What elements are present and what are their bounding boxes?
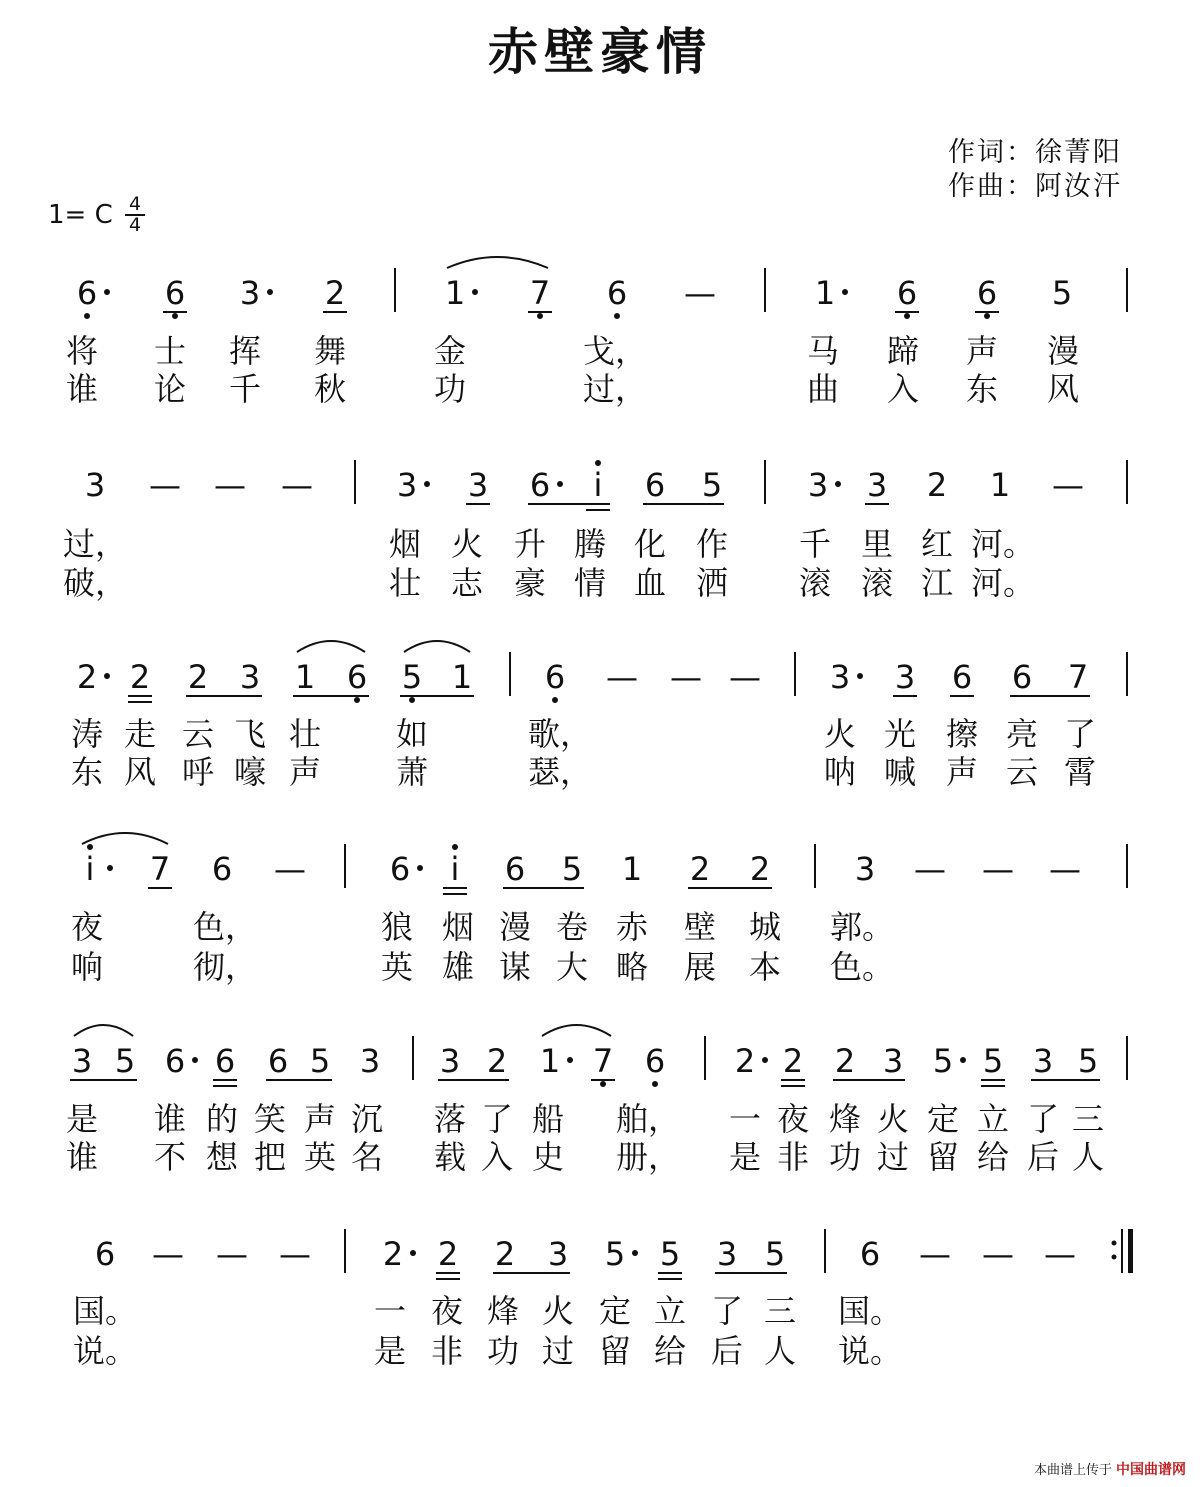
note-4-17: 5 [982,1042,1004,1080]
note-4-11: 6 [644,1042,666,1080]
lyric-v1-0-6: 马 [806,332,840,370]
note-3-4: 6 [389,850,411,888]
lyric-v2-4-11: 非 [776,1138,810,1176]
lyric-v1-1-6: 作 [695,525,729,563]
lyric-v2-5-0: 说。 [72,1332,138,1370]
note-2-16: 7 [1067,658,1089,696]
lyric-v1-4-12: 烽 [828,1100,862,1138]
note-0-10: 6 [976,274,998,312]
slur-5 [542,1025,611,1036]
note-2-8: 6 [544,658,566,696]
note-3-7: 5 [561,850,583,888]
note-2-7: 1 [451,658,473,696]
note-0-6: 6 [606,274,628,312]
footer-text: 本曲谱上传于 [1033,1463,1112,1478]
lyric-v1-3-3: 烟 [441,908,475,946]
lyric-v1-3-8: 城 [748,908,782,946]
note-2-14: 6 [951,658,973,696]
lyric-v2-3-6: 略 [615,948,649,986]
lyric-v1-4-8: 船 [531,1100,565,1138]
lyric-v2-4-0: 谁 [65,1138,99,1176]
lyric-v2-4-17: 人 [1071,1138,1105,1176]
lyric-v2-2-6: 瑟， [527,753,593,791]
lyric-v1-0-3: 舞 [313,332,347,370]
note-3-8: 1 [621,850,643,888]
lyric-v1-0-8: 声 [965,332,999,370]
lyric-v2-5-9: 说。 [837,1332,903,1370]
lyric-v1-1-4: 腾 [573,525,607,563]
lyric-v2-4-1: 不 [153,1138,187,1176]
repeat-dot-upper [1112,1241,1117,1246]
note-4-6: 3 [359,1042,381,1080]
lyric-v1-3-6: 赤 [615,908,649,946]
song-title: 赤壁豪情 [488,23,712,81]
lyric-v2-2-0: 东 [70,753,104,791]
note-0-4: 1 [444,274,466,312]
lyric-v2-4-16: 后 [1026,1138,1060,1176]
note-4-7: 3 [439,1042,461,1080]
octave-dot-below [354,697,360,703]
lyric-v2-5-5: 留 [598,1332,632,1370]
note-1-5: 3 [467,466,489,504]
lyric-v1-2-8: 光 [883,715,917,753]
lyric-v2-5-2: 非 [430,1332,464,1370]
note-5-15: — [1044,1235,1076,1273]
note-4-1: 5 [114,1042,136,1080]
lyric-v1-2-0: 涛 [70,715,104,753]
note-1-6: 6 [529,466,551,504]
lyric-v2-1-1: 壮 [388,564,422,602]
lyric-v2-4-15: 给 [976,1138,1010,1176]
lyric-v1-1-10: 河。 [970,525,1036,563]
note-1-7: i [593,466,603,504]
note-4-10: 7 [592,1042,614,1080]
note-5-6: 2 [494,1235,516,1273]
repeat-dot-lower [1112,1255,1117,1260]
lyric-v1-4-7: 了 [480,1100,514,1138]
lyric-v1-5-4: 火 [541,1292,575,1330]
augmentation-dot [267,289,273,295]
note-4-15: 3 [882,1042,904,1080]
octave-dot-below [600,1081,606,1087]
lyric-v1-4-11: 夜 [776,1100,810,1138]
note-2-5: 6 [346,658,368,696]
note-5-0: 6 [94,1235,116,1273]
lyric-v2-4-8: 史 [531,1138,565,1176]
lyric-v2-0-8: 东 [965,370,999,408]
lyric-v1-2-11: 了 [1063,715,1097,753]
lyric-v2-3-2: 英 [380,948,414,986]
lyric-v1-1-2: 火 [450,525,484,563]
lyric-v1-4-2: 的 [205,1100,239,1138]
note-1-11: 3 [866,466,888,504]
lyric-v2-2-2: 呼 [181,753,215,791]
augmentation-dot [842,289,848,295]
augmentation-dot [104,673,110,679]
note-2-9: — [606,658,638,696]
lyric-v1-0-1: 士 [153,332,187,370]
augmentation-dot [417,865,423,871]
lyric-v1-0-7: 蹄 [886,332,920,370]
lyric-v2-3-3: 雄 [441,948,475,986]
lyric-v1-2-1: 走 [123,715,157,753]
lyric-v1-2-5: 如 [395,715,429,753]
lyric-v1-3-5: 卷 [555,908,589,946]
lyric-v2-1-7: 滚 [798,564,832,602]
lyric-v1-4-9: 舶， [615,1100,681,1138]
lyric-v1-1-3: 升 [513,525,547,563]
slur-0 [447,257,548,268]
note-3-13: — [982,850,1014,888]
octave-dot-below [552,697,558,703]
note-5-13: — [919,1235,951,1273]
note-3-6: 6 [504,850,526,888]
lyric-v1-1-0: 过， [62,525,128,563]
augmentation-dot [960,1057,966,1063]
lyric-v2-4-12: 功 [828,1138,862,1176]
lyric-v2-4-10: 是 [728,1138,762,1176]
lyric-v1-5-5: 定 [598,1292,632,1330]
lyric-v2-4-3: 把 [253,1138,287,1176]
octave-dot-below [614,313,620,319]
lyric-v2-0-1: 论 [153,370,187,408]
augmentation-dot [104,289,110,295]
augmentation-dot [424,481,430,487]
lyric-v2-2-1: 风 [123,753,157,791]
lyric-v2-0-2: 千 [228,370,262,408]
lyric-v2-2-5: 萧 [395,753,429,791]
note-0-1: 6 [164,274,186,312]
lyric-v1-5-3: 烽 [486,1292,520,1330]
lyric-v2-3-1: 彻， [192,948,258,986]
lyric-v2-4-9: 册， [615,1138,681,1176]
octave-dot-below [904,313,910,319]
lyric-v1-0-0: 将 [65,332,99,370]
note-5-7: 3 [547,1235,569,1273]
lyric-v1-4-5: 沉 [350,1100,384,1138]
lyric-v2-0-5: 过， [582,370,648,408]
lyric-v1-2-7: 火 [823,715,857,753]
note-4-12: 2 [734,1042,756,1080]
note-5-10: 3 [716,1235,738,1273]
lyric-v1-2-10: 亮 [1005,715,1039,753]
note-4-2: 6 [164,1042,186,1080]
lyric-v2-1-8: 滚 [860,564,894,602]
lyric-v2-2-3: 嚎 [233,753,267,791]
time-signature-bottom: 4 [128,213,142,236]
lyric-v2-1-3: 豪 [513,564,547,602]
octave-dot-below [537,313,543,319]
augmentation-dot [632,1250,638,1256]
lyric-v2-0-0: 谁 [65,370,99,408]
note-4-16: 5 [932,1042,954,1080]
lyric-v1-3-4: 漫 [498,908,532,946]
augmentation-dot [410,1250,416,1256]
lyric-v2-0-4: 功 [433,370,467,408]
slur-1 [297,641,365,652]
lyric-v2-3-5: 大 [555,948,589,986]
note-2-1: 2 [129,658,151,696]
end-barline-thick [1128,1229,1133,1273]
lyric-v1-2-4: 壮 [288,715,322,753]
lyric-v2-0-6: 曲 [806,370,840,408]
note-3-9: 2 [689,850,711,888]
note-1-14: — [1052,466,1084,504]
lyric-v1-4-15: 立 [976,1100,1010,1138]
note-4-8: 2 [486,1042,508,1080]
lyric-v1-4-16: 了 [1026,1100,1060,1138]
note-2-6: 5 [401,658,423,696]
augmentation-dot [567,1057,573,1063]
note-4-14: 2 [834,1042,856,1080]
augmentation-dot [107,865,113,871]
lyric-v2-2-10: 云 [1005,753,1039,791]
lyric-v2-2-8: 喊 [883,753,917,791]
lyric-v2-5-4: 过 [541,1332,575,1370]
lyric-v1-5-2: 夜 [430,1292,464,1330]
note-1-10: 3 [807,466,829,504]
note-0-8: 1 [814,274,836,312]
note-4-4: 6 [267,1042,289,1080]
lyric-v1-1-1: 烟 [388,525,422,563]
note-1-9: 5 [701,466,723,504]
lyric-v2-3-7: 展 [683,948,717,986]
lyric-v1-4-0: 是 [65,1100,99,1138]
augmentation-dot [857,673,863,679]
lyric-v2-1-0: 破， [62,564,128,602]
lyric-v2-2-4: 声 [288,753,322,791]
lyric-v2-1-9: 江 [920,564,954,602]
note-2-10: — [670,658,702,696]
lyric-v2-3-9: 色。 [829,948,895,986]
lyricist-credit: 作词：徐菁阳 [948,137,1122,168]
lyric-v1-1-7: 千 [798,525,832,563]
note-0-9: 6 [896,274,918,312]
footer-site: 中国曲谱网 [1116,1462,1186,1478]
lyric-v2-5-7: 后 [710,1332,744,1370]
note-2-0: 2 [76,658,98,696]
note-4-9: 1 [539,1042,561,1080]
note-2-4: 1 [294,658,316,696]
octave-dot-below [84,313,90,319]
lyric-v1-2-6: 歌， [527,715,593,753]
lyric-v1-0-4: 金 [433,332,467,370]
lyric-v1-2-2: 云 [181,715,215,753]
note-3-5: i [450,850,460,888]
lyric-v2-2-11: 霄 [1063,753,1097,791]
lyric-v2-4-13: 过 [876,1138,910,1176]
lyric-v2-4-2: 想 [205,1138,239,1176]
note-3-10: 2 [749,850,771,888]
lyric-v2-1-2: 志 [450,564,484,602]
note-1-3: — [281,466,313,504]
lyric-v1-3-9: 郭。 [829,908,895,946]
octave-dot-above [595,460,601,466]
note-1-0: 3 [84,466,106,504]
augmentation-dot [835,481,841,487]
lyric-v1-1-5: 化 [633,525,667,563]
lyric-v2-4-5: 名 [350,1138,384,1176]
note-1-8: 6 [644,466,666,504]
note-0-2: 3 [239,274,261,312]
lyric-v2-1-6: 洒 [695,564,729,602]
note-0-3: 2 [324,274,346,312]
lyric-v1-4-13: 火 [876,1100,910,1138]
lyric-v2-2-7: 呐 [823,753,857,791]
lyric-v1-5-6: 立 [653,1292,687,1330]
lyric-v2-3-8: 本 [748,948,782,986]
note-3-11: 3 [854,850,876,888]
lyric-v1-4-3: 笑 [253,1100,287,1138]
lyric-v1-4-10: 一 [728,1100,762,1138]
note-5-8: 5 [604,1235,626,1273]
note-1-1: — [149,466,181,504]
note-3-3: — [274,850,306,888]
note-4-3: 6 [214,1042,236,1080]
note-1-2: — [214,466,246,504]
lyric-v2-5-3: 功 [486,1332,520,1370]
time-signature-top: 4 [128,193,142,215]
note-4-0: 3 [71,1042,93,1080]
note-5-3: — [279,1235,311,1273]
lyric-v2-3-0: 响 [70,948,104,986]
lyric-v1-5-9: 国。 [837,1292,903,1330]
note-2-12: 3 [829,658,851,696]
note-5-1: — [152,1235,184,1273]
augmentation-dot [762,1057,768,1063]
lyric-v1-3-1: 色， [192,908,258,946]
lyric-v2-5-6: 给 [653,1332,687,1370]
note-5-11: 5 [764,1235,786,1273]
lyric-v1-4-4: 声 [303,1100,337,1138]
augmentation-dot [192,1057,198,1063]
lyric-v2-1-5: 血 [633,564,667,602]
note-4-19: 5 [1077,1042,1099,1080]
octave-dot-below [172,313,178,319]
lyric-v1-4-17: 三 [1071,1100,1105,1138]
lyric-v1-0-2: 挥 [228,332,262,370]
lyric-v2-3-4: 谋 [498,948,532,986]
octave-dot-below [984,313,990,319]
note-3-2: 6 [211,850,233,888]
note-0-7: — [684,274,716,312]
lyric-v1-3-0: 夜 [70,908,104,946]
lyric-v1-1-9: 红 [920,525,954,563]
lyric-v2-2-9: 声 [945,753,979,791]
octave-dot-above [452,844,458,850]
lyric-v2-5-8: 人 [763,1332,797,1370]
note-3-14: — [1049,850,1081,888]
octave-dot-below [652,1081,658,1087]
slur-4 [74,1025,133,1036]
lyric-v1-5-0: 国。 [72,1292,138,1330]
lyric-v1-4-6: 落 [433,1100,467,1138]
lyric-v1-3-2: 狼 [380,908,414,946]
lyric-v1-2-3: 飞 [233,715,267,753]
note-2-13: 3 [894,658,916,696]
lyric-v1-4-1: 谁 [153,1100,187,1138]
octave-dot-above [87,844,93,850]
lyric-v2-0-9: 风 [1046,370,1080,408]
lyric-v2-1-4: 情 [573,564,607,602]
lyric-v2-4-7: 入 [480,1138,514,1176]
note-5-9: 5 [659,1235,681,1273]
note-4-18: 3 [1032,1042,1054,1080]
lyric-v1-1-8: 里 [860,525,894,563]
note-2-2: 2 [187,658,209,696]
composer-credit: 作曲：阿汝汗 [948,171,1122,202]
augmentation-dot [472,289,478,295]
augmentation-dot [557,481,563,487]
lyric-v1-0-9: 漫 [1046,332,1080,370]
note-4-5: 5 [309,1042,331,1080]
note-1-13: 1 [989,466,1011,504]
note-1-4: 3 [396,466,418,504]
note-0-0: 6 [76,274,98,312]
lyric-v1-5-8: 三 [763,1292,797,1330]
note-5-5: 2 [437,1235,459,1273]
note-1-12: 2 [926,466,948,504]
lyric-v1-2-9: 擦 [945,715,979,753]
lyric-v2-0-3: 秋 [313,370,347,408]
lyric-v2-4-6: 载 [433,1138,467,1176]
note-4-13: 2 [782,1042,804,1080]
lyric-v2-4-14: 留 [926,1138,960,1176]
lyric-v1-0-5: 戈， [582,332,648,370]
note-3-0: i [85,850,95,888]
note-2-3: 3 [239,658,261,696]
note-3-12: — [914,850,946,888]
lyric-v2-5-1: 是 [373,1332,407,1370]
note-5-12: 6 [859,1235,881,1273]
lyric-v2-4-4: 英 [303,1138,337,1176]
octave-dot-below [409,697,415,703]
slur-3 [82,833,168,844]
note-3-1: 7 [149,850,171,888]
lyric-v1-4-14: 定 [926,1100,960,1138]
lyric-v1-3-7: 壁 [683,908,717,946]
note-5-2: — [216,1235,248,1273]
lyric-v1-5-1: 一 [373,1292,407,1330]
note-2-15: 6 [1011,658,1033,696]
note-0-11: 5 [1051,274,1073,312]
footer-watermark [1034,1459,1186,1479]
slur-2 [404,641,470,652]
note-0-5: 7 [529,274,551,312]
lyric-v2-0-7: 入 [886,370,920,408]
lyric-v2-1-10: 河。 [970,564,1036,602]
note-5-4: 2 [382,1235,404,1273]
lyric-v1-5-7: 了 [710,1292,744,1330]
key-signature: 1= C [48,200,113,230]
note-2-11: — [729,658,761,696]
note-5-14: — [982,1235,1014,1273]
